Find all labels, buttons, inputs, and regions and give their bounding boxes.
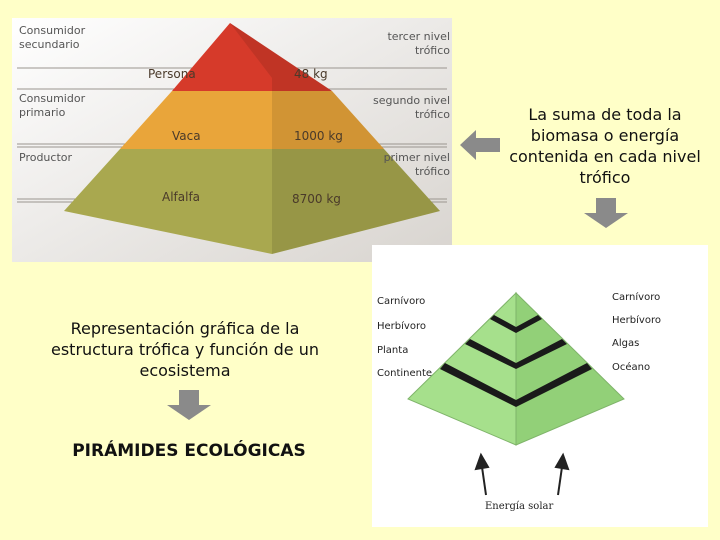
organism-label-2: Alfalfa: [162, 190, 201, 204]
right-label-0-line1: tercer nivel: [387, 30, 450, 43]
diagram-left-label-2: Planta: [377, 345, 409, 356]
mass-label-0: 48 kg: [294, 67, 328, 81]
diagram-right-label-0: Carnívoro: [612, 292, 661, 303]
left-label-0-line2: secundario: [19, 38, 80, 51]
page-title: PIRÁMIDES ECOLÓGICAS: [72, 441, 306, 461]
diagram-left-label-1: Herbívoro: [377, 321, 426, 332]
right-label-2-line1: primer nivel: [383, 151, 450, 164]
diagram-right-label-3: Océano: [612, 362, 651, 373]
right-label-1-line1: segundo nivel: [373, 94, 450, 107]
diagram-right-label-1: Herbívoro: [612, 315, 661, 326]
left-label-0-line1: Consumidor: [19, 24, 86, 37]
right-label-0-line2: trófico: [414, 44, 450, 57]
left-label-1-line1: Consumidor: [19, 92, 86, 105]
left-label-2-line1: Productor: [19, 151, 73, 164]
right-label-2-line2: trófico: [414, 165, 450, 178]
down-arrow-right-icon: [584, 198, 628, 228]
energy-label: Energía solar: [485, 501, 554, 512]
down-arrow-left-icon: [167, 390, 211, 420]
diagram-left-label-0: Carnívoro: [377, 296, 426, 307]
biomass-pyramid-photo: [12, 18, 452, 262]
diagram-right-label-2: Algas: [612, 338, 640, 349]
mass-label-1: 1000 kg: [294, 129, 343, 143]
organism-label-0: Persona: [148, 67, 196, 81]
ecosystem-caption: Representación gráfica de la estructura trófica y función de un ecosistema: [51, 319, 319, 380]
organism-label-1: Vaca: [172, 129, 201, 143]
right-label-1-line2: trófico: [414, 108, 450, 121]
mass-label-2: 8700 kg: [292, 192, 341, 206]
diagram-left-label-3: Continente: [377, 368, 433, 379]
biomass-caption: La suma de toda la biomasa o energía contenida en cada nivel trófico: [509, 105, 701, 187]
left-arrow-icon: [460, 130, 500, 160]
left-label-1-line2: primario: [19, 106, 66, 119]
ecological-pyramid-diagram: [372, 245, 708, 527]
